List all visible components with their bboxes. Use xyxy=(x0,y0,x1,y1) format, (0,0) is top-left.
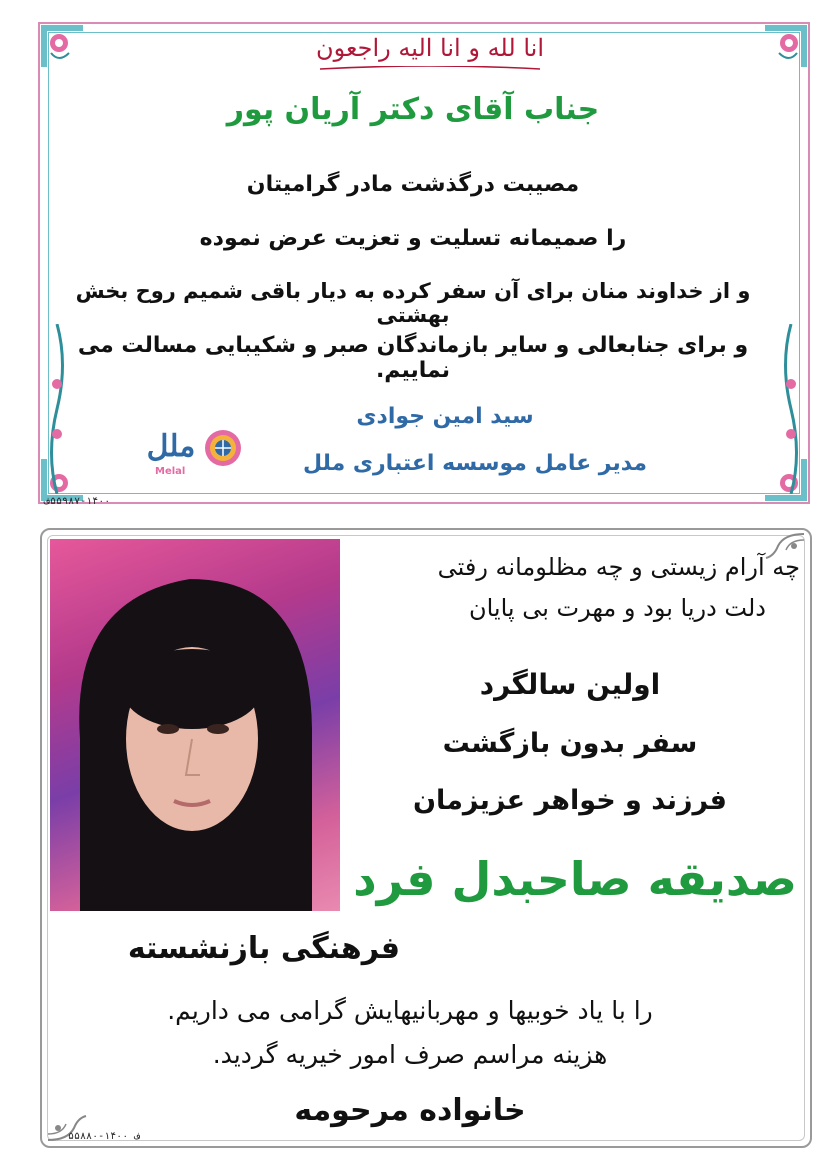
occupation: فرهنگی بازنشسته xyxy=(127,931,400,966)
anniversary-heading: اولین سالگرد xyxy=(479,668,661,701)
charity-line: هزینه مراسم صرف امور خیریه گردید. xyxy=(212,1040,608,1069)
recipient-title: جناب آقای دکتر آریان پور xyxy=(226,92,600,127)
relation-line: فرزند و خواهر عزیزمان xyxy=(413,785,727,816)
ad-code: ف ۱۴۰۰-۵۵۸۸۰ xyxy=(68,1131,141,1142)
signer-title: مدیر عامل موسسه اعتباری ملل xyxy=(302,451,648,476)
svg-text:Melal: Melal xyxy=(155,466,186,477)
corner-ornament-icon xyxy=(763,23,809,69)
deceased-portrait xyxy=(50,539,340,911)
condolence-line-1: مصیبت درگذشت مادر گرامیتان xyxy=(246,172,580,197)
quran-verse-calligraphy: انا لله و انا الیه راجعون xyxy=(316,34,544,62)
portrait-figure-icon xyxy=(50,539,340,911)
svg-text:ملل: ملل xyxy=(146,429,196,464)
side-floral-ornament-icon xyxy=(780,324,802,494)
condolence-line-2: را صمیمانه تسلیت و تعزیت عرض نموده xyxy=(199,226,627,251)
condolence-line-3: و از خداوند منان برای آن سفر کرده به دیار باقی شمیم روح بخش بهشتی xyxy=(75,279,751,327)
poem-line-1: چه آرام زیستی و چه مظلومانه رفتی xyxy=(437,553,800,581)
calligraphy-flourish-icon xyxy=(320,66,540,72)
poem-line-2: دلت دریا بود و مهرت بی پایان xyxy=(468,594,766,622)
journey-line: سفر بدون بازگشت xyxy=(442,728,698,759)
signer-name: سید امین جوادی xyxy=(356,404,534,429)
family-signature: خانواده مرحومه xyxy=(294,1093,526,1128)
corner-ornament-icon xyxy=(39,23,85,69)
ad-code: ۵۵۹۸۷-۱۴۰۰ف xyxy=(44,496,111,507)
melal-logo-icon xyxy=(135,418,255,480)
condolence-line-4: و برای جنابعالی و سایر بازماندگان صبر و شکیبایی مسالت می نماییم. xyxy=(77,333,749,383)
deceased-name: صدیقه صاحبدل فرد xyxy=(353,852,797,906)
remembrance-line: را با یاد خوبیها و مهربانیهایش گرامی می داریم. xyxy=(167,996,653,1025)
